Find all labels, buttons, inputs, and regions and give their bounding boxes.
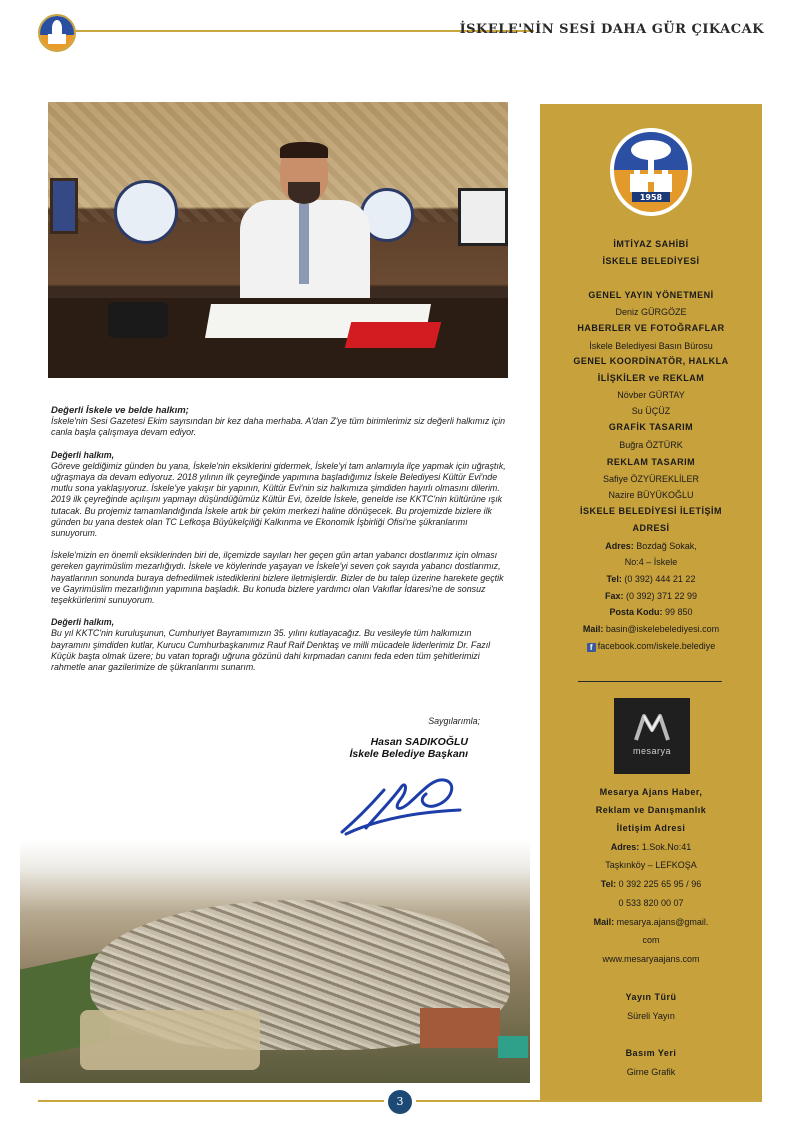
coord-name-2: Su ÜÇÜZ	[631, 406, 671, 416]
municipality-logo-small	[38, 14, 76, 52]
graphic-name: Buğra ÖZTÜRK	[619, 440, 683, 450]
letter-heading-4: Değerli halkım,	[51, 617, 115, 628]
letter-signer	[300, 736, 468, 760]
contact-heading-1: İSKELE BELEDİYESİ İLETİŞİM	[579, 506, 723, 516]
facebook-link[interactable]: f facebook.com/iskele.belediye	[544, 640, 758, 652]
mesarya-m-icon	[634, 712, 670, 742]
mail-line[interactable]: Mail: basin@iskelebelediyesi.com	[582, 624, 720, 634]
graphic-heading: GRAFİK TASARIM	[608, 422, 694, 432]
letter-greeting: Değerli İskele ve belde halkım;	[51, 405, 189, 416]
handwritten-signature	[336, 770, 466, 840]
ad-heading: REKLAM TASARIM	[606, 457, 696, 467]
signer-name: Hasan SADIKOĞLU	[370, 736, 468, 748]
mesarya-logo-text: mesarya	[632, 746, 671, 756]
logo-year: 1958	[639, 193, 663, 202]
agency-line-1: Mesarya Ajans Haber,	[599, 787, 703, 797]
address-line-2: No:4 – İskele	[624, 557, 678, 567]
mesarya-agency-logo	[614, 698, 690, 774]
agency-website[interactable]: www.mesaryaajans.com	[602, 954, 700, 964]
news-heading: HABERLER VE FOTOĞRAFLAR	[577, 323, 725, 333]
agency-address-line: Adres: 1.Sok.No:41	[610, 842, 692, 852]
owner-name: İSKELE BELEDİYESİ	[602, 256, 700, 266]
letter-intro: İskele'nin Sesi Gazetesi Ekim sayısından bir kez daha merhaba. A'dan Z'ye tüm birimlerimiz siz değerli halkımız için canla başla çalışmaya devam ediyor.	[51, 416, 506, 438]
address-line: Adres: Bozdağ Sokak,	[605, 541, 697, 551]
page-header-title: İSKELE'NİN SESİ DAHA GÜR ÇIKACAK	[459, 22, 764, 37]
sidebar-divider	[578, 681, 722, 682]
gm-heading: GENEL YAYIN YÖNETMENİ	[588, 290, 714, 300]
tel-line: Tel: (0 392) 444 21 22	[606, 574, 696, 584]
news-name: İskele Belediyesi Basın Bürosu	[589, 341, 713, 351]
coord-heading-1: GENEL KOORDİNATÖR, HALKLA	[573, 356, 729, 366]
iskele-aerial-photo	[20, 840, 530, 1083]
agency-tel-line: Tel: 0 392 225 65 95 / 96	[600, 879, 702, 889]
agency-line-2: Reklam ve Danışmanlık	[595, 805, 707, 815]
agency-line-3: İletişim Adresi	[616, 823, 686, 833]
gm-name: Deniz GÜRGÖZE	[615, 307, 687, 317]
facebook-icon: f	[587, 643, 596, 652]
letter-heading-2: Değerli halkım,	[51, 449, 115, 460]
signer-title: İskele Belediye Başkanı	[349, 748, 468, 760]
publication-type-heading: Yayın Türü	[625, 992, 677, 1002]
agency-address-line-2: Taşkınköy – LEFKOŞA	[605, 860, 697, 870]
mayor-office-photo	[48, 102, 508, 378]
coord-heading-2: İLİŞKİLER ve REKLAM	[597, 373, 705, 383]
postal-code-line: Posta Kodu: 99 850	[609, 607, 693, 617]
agency-mail-line[interactable]: Mail: mesarya.ajans@gmail.	[593, 917, 709, 927]
agency-mobile: 0 533 820 00 07	[618, 898, 684, 908]
fax-line: Fax: (0 392) 371 22 99	[604, 591, 698, 601]
letter-closing: Saygılarımla;	[428, 716, 480, 726]
agency-mail-line-2[interactable]: com	[642, 935, 660, 945]
contact-heading-2: ADRESİ	[632, 523, 670, 533]
publication-type-value: Süreli Yayın	[627, 1011, 675, 1021]
letter-paragraph-3: İskele'mizin en önemli eksiklerinden biri de, ilçemizde sayıları her geçen gün artan yabancı dostlarımız için olması gereken gayrimüslim mezarlığıydı. İskele ve köylerinde yaşayan ve İskele'yi seven çok sayıda yabancı dostlarımız, hayatlarının sonunda buraya defnedilmek istediklerini bizlere iletmişlerdir. Bizler de bu talep üzerine harekete geçtik ve Gayrimüslim mezarlığının yapımına başladık. Bu konuda bizlere yardımcı olan Vakıflar İdaresi'ne de sonsuz teşekkürlerimi sunuyorum.	[51, 550, 504, 606]
letter-paragraph-2: Göreve geldiğimiz günden bu yana, İskele'nin eksiklerini gidermek, İskele'yi tam anlamıyla ilçe yapmak için uğraştık, uğraşmaya da devam ediyoruz. 2018 yılının ilk çeyreğinde yapımına başladığımız İskele Belediyesi Kültür Evi'nde mutlu sona yaklaşıyoruz. İskele'ye yakışır bir yapının, Kültür Evi'nin siz halkımıza şimdiden hayırlı olmasını dilerim. 2019 ilk çeyreğinde açılışını yapmayı düşündüğümüz Kültür Evi, özelde İskele, genelde ise KKTC'nin kültürüne ışık tutacak. Bu projemiz tamamlandığında İskele artık bir çekim merkezi haline dönüşecek. Bu projemizde bizlere ilk günden bu yana destek olan TC Lefkoşa Büyükelçiliği Kalkınma ve Ekonomik İşbirliği Ofisi'ne şükranlarımı sunuyorum.	[51, 460, 506, 539]
letter-paragraph-4: Bu yıl KKTC'nin kuruluşunun, Cumhuriyet Bayramımızın 35. yılını kutlayacağız. Bu vesileyle tüm halkımızın bayramını şimdiden kutlar, Kurucu Cumhurbaşkanımız Rauf Raif Denktaş ve milli mücadele liderlerimiz Dr. Fazıl Küçük başta olmak üzere; bu vatan toprağı uğruna gözünü dahi kırpmadan canını feda eden tüm şehitlerimizi rahmetle anar gazilerimize de şükranlarımı sunarım.	[51, 628, 491, 673]
footer-rule-left	[38, 1100, 384, 1102]
print-place-heading: Basım Yeri	[625, 1048, 677, 1058]
iskele-municipality-logo	[608, 126, 694, 218]
mayor-letter	[51, 405, 511, 684]
coord-name-1: Növber GÜRTAY	[617, 390, 685, 400]
footer-rule-right	[416, 1100, 762, 1102]
ad-name-2: Nazire BÜYÜKOĞLU	[608, 490, 694, 500]
print-place-value: Girne Grafik	[626, 1067, 676, 1077]
page-number: 3	[388, 1090, 412, 1114]
masthead-sidebar	[540, 104, 762, 1100]
owner-heading: İMTİYAZ SAHİBİ	[613, 239, 689, 249]
ad-name-1: Safiye ÖZYÜREKLİLER	[602, 474, 700, 484]
